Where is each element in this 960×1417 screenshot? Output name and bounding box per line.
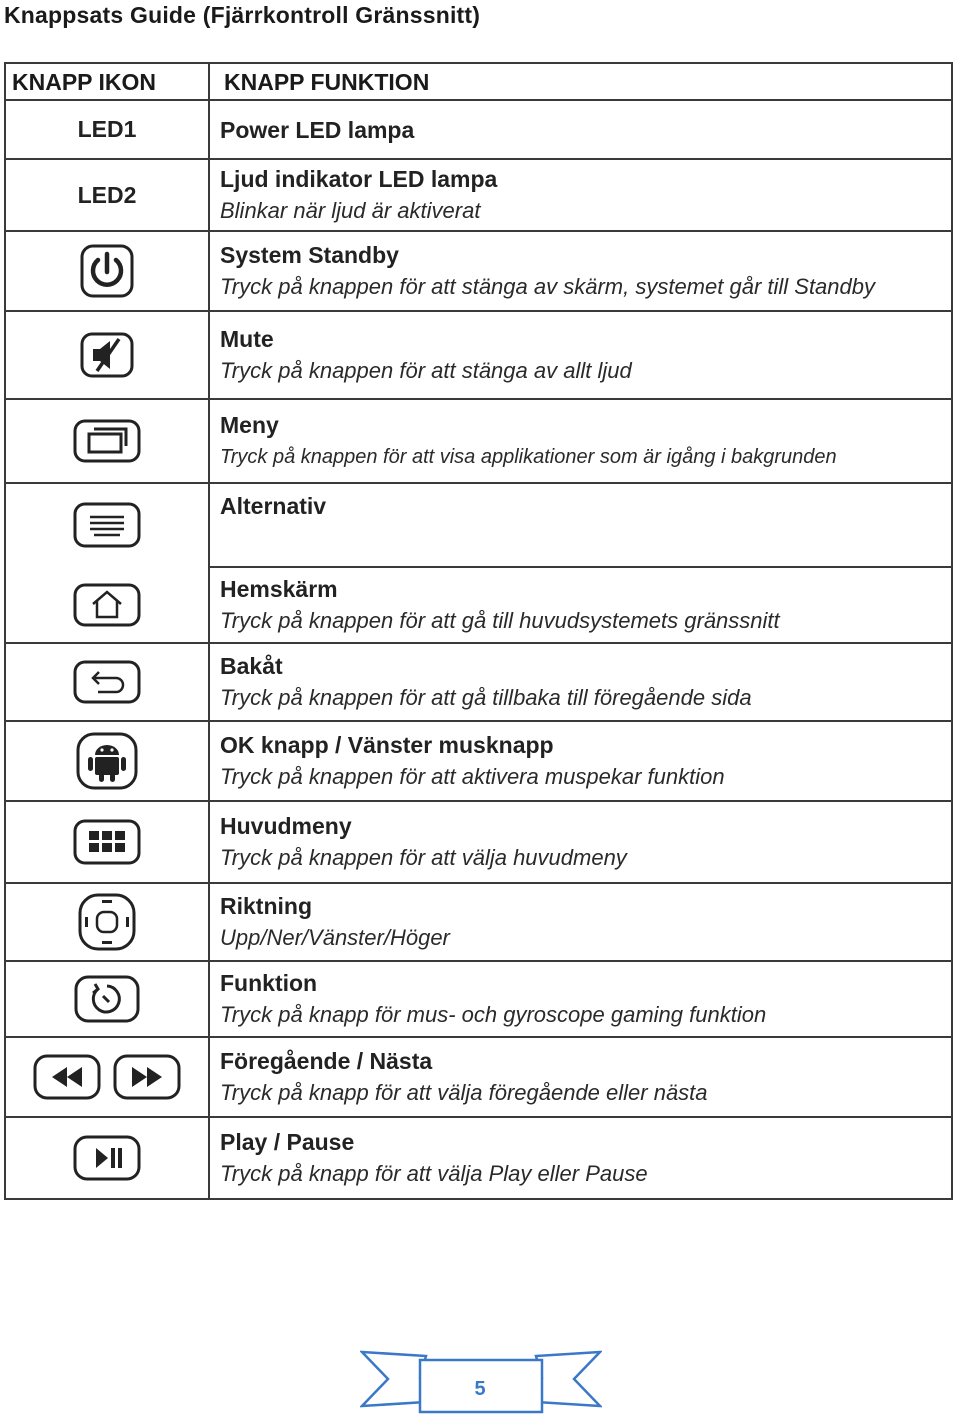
page-number: 5 (474, 1378, 486, 1400)
apps-grid-icon (6, 802, 208, 882)
previous-icon (32, 1053, 102, 1101)
header-icon-column: KNAPP IKON (12, 69, 156, 95)
table-row (6, 232, 951, 310)
function-name: Hemskärm (220, 576, 338, 602)
next-icon (112, 1053, 182, 1101)
home-icon (6, 568, 208, 642)
header-function-column: KNAPP FUNKTION (224, 69, 430, 95)
dpad-icon (6, 884, 208, 960)
table-row (6, 160, 951, 230)
led1-label: LED1 (77, 116, 137, 142)
table-row (6, 962, 951, 1036)
page-title: Knappsats Guide (Fjärrkontroll Gränssnitt) (4, 2, 481, 28)
function-icon (6, 962, 208, 1036)
table-row (6, 644, 951, 720)
multitask-icon (6, 400, 208, 482)
options-icon (6, 484, 208, 566)
function-description: Tryck på knappen för att stänga av skärm, systemet går till Standby (220, 274, 875, 299)
back-icon (6, 644, 208, 720)
function-name: OK knapp / Vänster musknapp (220, 732, 554, 758)
function-description: Tryck på knappen för att gå till huvudsystemets gränssnitt (220, 608, 780, 633)
function-name: Riktning (220, 893, 312, 919)
function-name: Power LED lampa (220, 116, 415, 143)
power-icon (6, 232, 208, 310)
function-name: Huvudmeny (220, 813, 352, 839)
function-description: Tryck på knappen för att välja huvudmeny (220, 845, 627, 870)
function-name: Mute (220, 326, 274, 352)
function-description: Tryck på knapp för att välja föregående eller nästa (220, 1080, 708, 1105)
table-row (6, 568, 951, 642)
function-description: Tryck på knappen för att gå tillbaka till föregående sida (220, 685, 752, 710)
button-guide-table (4, 62, 953, 1200)
android-icon (6, 722, 208, 800)
table-row (6, 484, 951, 566)
function-name: Bakåt (220, 653, 283, 679)
function-name: Meny (220, 412, 279, 438)
function-description: Tryck på knappen för att visa applikationer som är igång i bakgrunden (220, 446, 837, 468)
table-row (6, 400, 951, 482)
table-header-row (6, 64, 951, 100)
table-row (6, 312, 951, 398)
table-row (6, 884, 951, 960)
function-name: Ljud indikator LED lampa (220, 166, 498, 192)
play-pause-icon (6, 1118, 208, 1198)
function-description: Upp/Ner/Vänster/Höger (220, 925, 450, 950)
mute-icon (6, 312, 208, 398)
function-name: Alternativ (220, 493, 327, 519)
led2-label: LED2 (77, 181, 137, 208)
function-description: Blinkar när ljud är aktiverat (220, 198, 481, 223)
table-row (6, 722, 951, 800)
function-name: Funktion (220, 970, 318, 996)
function-name: System Standby (220, 242, 399, 268)
function-description: Tryck på knapp för mus- och gyroscope gaming funktion (220, 1002, 767, 1027)
function-description: Tryck på knapp för att välja Play eller Pause (220, 1161, 648, 1186)
table-row (6, 1118, 951, 1198)
function-description: Tryck på knappen för att stänga av allt ljud (220, 358, 632, 383)
function-name: Play / Pause (220, 1129, 355, 1155)
table-row (6, 101, 951, 158)
table-row (6, 802, 951, 882)
function-name: Föregående / Nästa (220, 1048, 433, 1074)
table-row (6, 1038, 951, 1116)
function-description: Tryck på knappen för att aktivera muspekar funktion (220, 764, 725, 789)
